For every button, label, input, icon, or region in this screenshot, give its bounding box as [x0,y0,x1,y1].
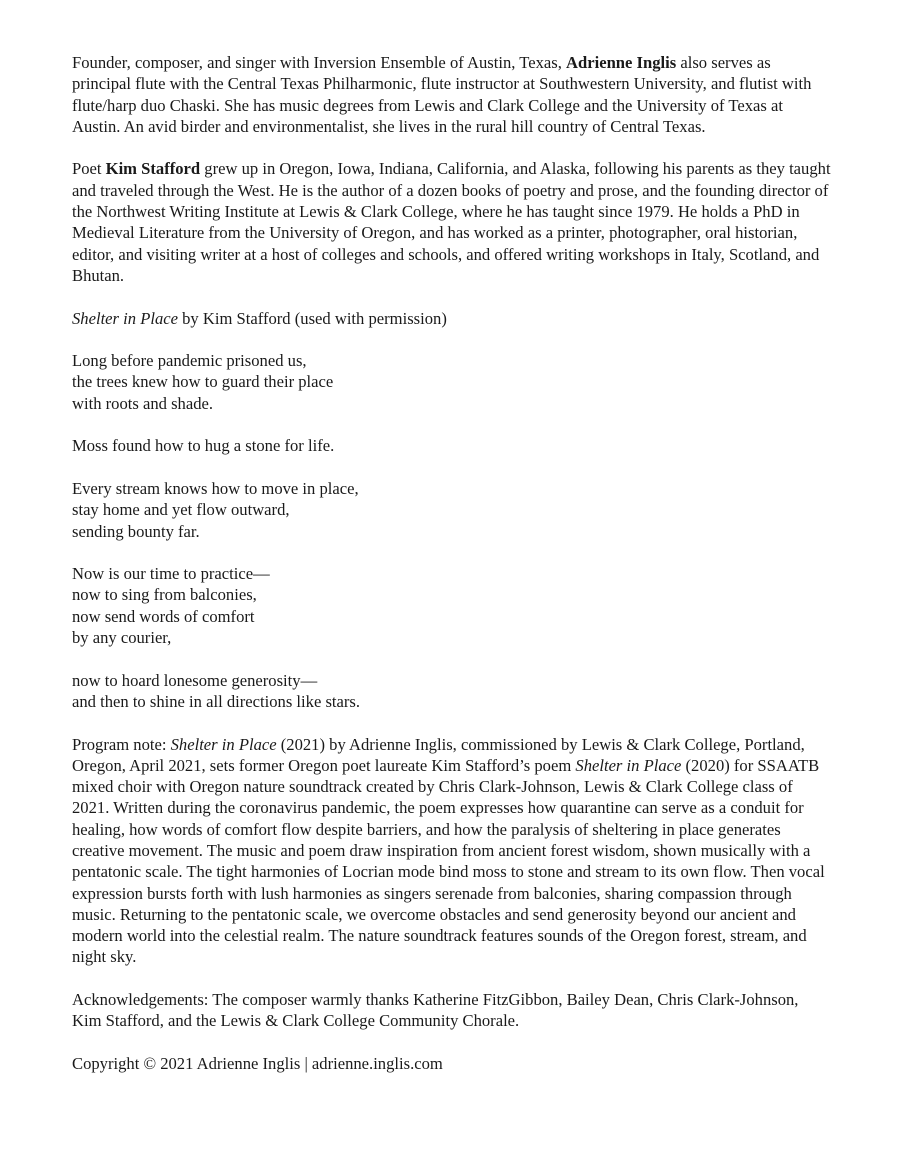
composer-bio-text: also serves as principal flute with the Central Texas Philharmonic, flute instructor at Southwestern University, and flutist with flute/harp duo Chaski. She has music degrees from Lewis and Clark College and the University of Texas at Austin. An avid birder and environmentalist, she lives in the rural hill country of Central Texas. [72,53,812,136]
poem-line: with roots and shade. [72,393,214,413]
program-note-text: (2020) for SSAATB mixed choir with Oregon nature soundtrack created by Chris Clark-Johnson, Lewis & Clark College class of 2021. Written during the coronavirus pandemic, the poem expresses how quarantine can serve as a conduit for healing, how words of comfort flow despite barriers, and how the paralysis of sheltering in place generates creative movement. The music and poem draw inspiration from ancient forest wisdom, shown musically with a pentatonic scale. The tight harmonies of Locrian mode bind moss to stone and stream to its own flow. Then vocal expression bursts forth with lush harmonies as singers serenade from balconies, sharing compassion through music. Returning to the pentatonic scale, we overcome obstacles and send generosity beyond our ancient and modern world into the celestial realm. The nature soundtrack features sounds of the Oregon forest, stream, and night sky. [72,755,825,967]
poem-stanza [72,670,832,713]
poem-line: the trees knew how to guard their place [72,372,334,392]
composer-bio-intro: Founder, composer, and singer with Inversion Ensemble of Austin, Texas, [72,53,567,72]
composer-name: Adrienne Inglis [566,53,677,72]
poem-line: Moss found how to hug a stone for life. [72,436,335,456]
acknowledgements: Acknowledgements: The composer warmly thanks Katherine FitzGibbon, Bailey Dean, Chris Clark-Johnson, Kim Stafford, and the Lewis & Clark College Community Chorale. [72,990,799,1031]
poem-title: Shelter in Place [72,308,178,328]
poem-stanza [72,478,832,542]
copyright: Copyright © 2021 Adrienne Inglis | adrienne.inglis.com [72,1053,443,1073]
program-note-title: Shelter in Place [575,755,682,775]
document-page [72,52,832,1096]
poem-stanza [72,563,832,648]
poem-line: sending bounty far. [72,521,200,541]
poem-stanza [72,350,832,414]
poem-line: Now is our time to practice— [72,564,270,584]
poet-bio-text: grew up in Oregon, Iowa, Indiana, California, and Alaska, following his parents as they taught and traveled through the West. He is the author of a dozen books of poetry and prose, and the founding director of the Northwest Writing Institute at Lewis & Clark College, where he has taught since 1979. He holds a PhD in Medieval Literature from the University of Oregon, and has worked as a printer, photographer, oral historian, editor, and visiting writer at a host of colleges and schools, and offered writing workshops in Italy, Scotland, and Bhutan. [72,159,831,285]
composer-bio [72,52,832,137]
poem-credit: by Kim Stafford (used with permission) [177,308,447,328]
program-note-title: Shelter in Place [170,734,277,754]
poem-line: now send words of comfort [72,606,255,626]
program-note-text: Program note: [72,734,171,754]
poem-line: now to sing from balconies, [72,585,257,605]
poem-line: stay home and yet flow outward, [72,500,290,520]
poem-line: and then to shine in all directions like stars. [72,691,361,711]
poet-bio [72,158,832,286]
poem-line: Every stream knows how to move in place, [72,478,359,498]
program-note [72,734,832,968]
poem-line: Long before pandemic prisoned us, [72,351,307,371]
poet-name: Kim Stafford [105,159,201,179]
poem-heading [72,308,832,329]
poem-line: by any courier, [72,628,172,648]
program-note-text: (2021) by Adrienne Inglis, commissioned by Lewis & Clark College, Portland, Oregon, April 2021, sets former Oregon poet laureate Kim Stafford’s poem [72,734,805,775]
poem-line: now to hoard lonesome generosity— [72,670,318,690]
poem-stanza [72,435,832,456]
poet-bio-intro: Poet [72,159,106,179]
